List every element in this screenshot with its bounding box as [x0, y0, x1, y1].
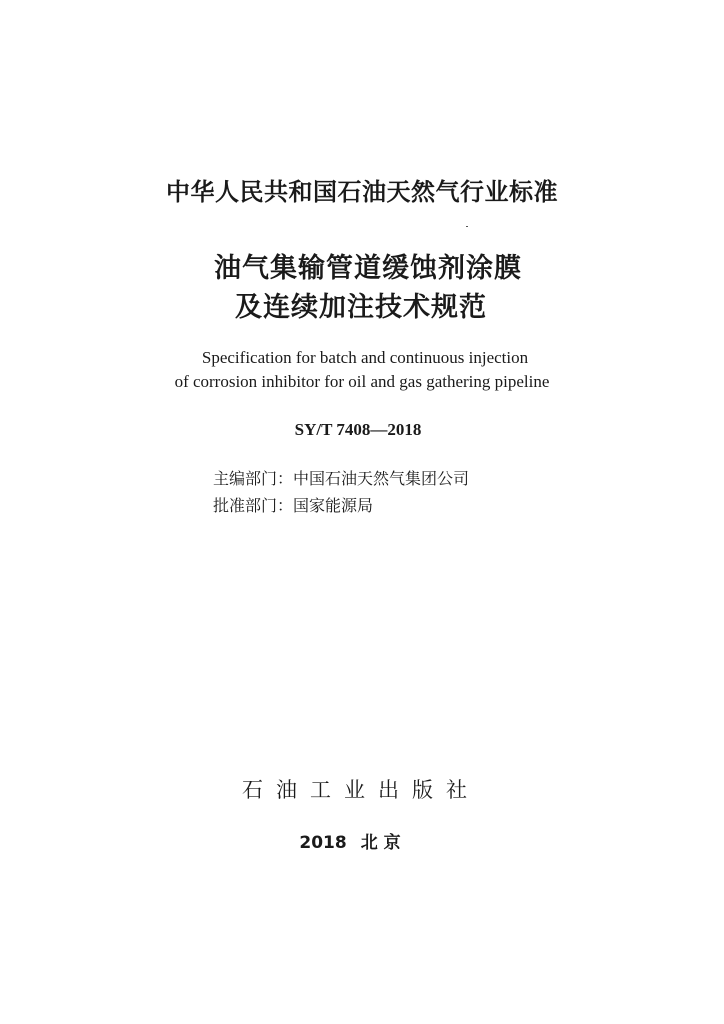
organization-value: 国家能源局: [293, 496, 374, 515]
publication-year: 2018: [299, 833, 347, 853]
organization-row-approver: [213, 493, 373, 516]
standard-code: SY/T 7408—2018: [294, 420, 422, 439]
standard-type-heading: 中华人民共和国石油天然气行业标准: [166, 178, 558, 206]
chinese-title-line-1: 油气集输管道缓蚀剂涂膜: [214, 253, 522, 284]
organization-label: 主编部门：: [213, 469, 294, 488]
publication-city: 北 京: [360, 833, 401, 853]
organization-label: 批准部门：: [213, 496, 294, 515]
scan-speck: [466, 226, 468, 227]
english-title-line-1: Specification for batch and continuous injection: [201, 348, 529, 367]
chinese-title-line-2: 及连续加注技术规范: [235, 292, 487, 323]
publisher-name: 石油工业出版社: [242, 778, 480, 802]
organization-row-editor: [213, 466, 469, 489]
english-title-line-2: of corrosion inhibitor for oil and gas gathering pipeline: [174, 372, 550, 391]
publication-year-city: [0, 828, 712, 853]
organization-value: 中国石油天然气集团公司: [293, 469, 470, 488]
